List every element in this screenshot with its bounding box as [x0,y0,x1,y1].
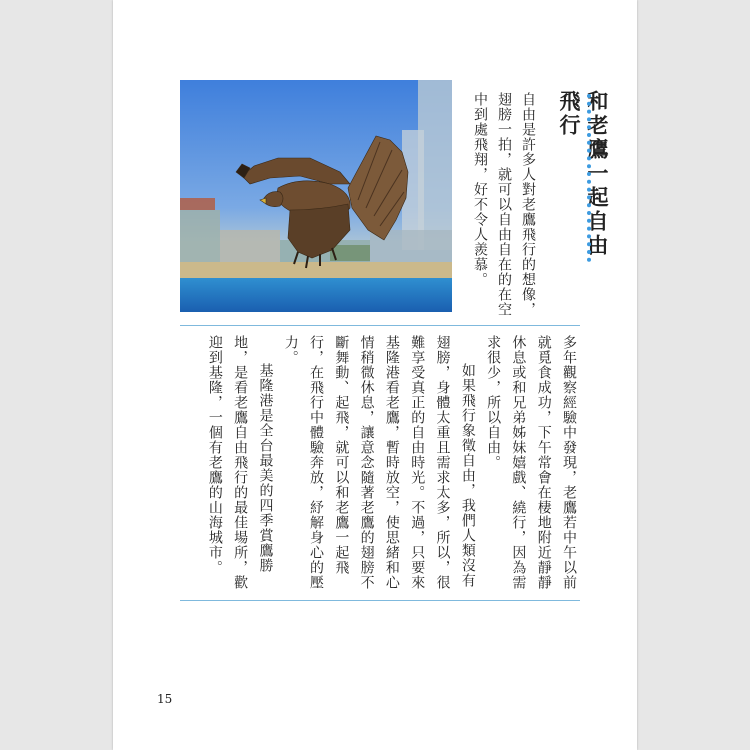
eagle-photo [180,80,452,312]
body-paragraph: 基隆港是全台最美的四季賞鷹勝地，是看老鷹自由飛行的最佳場所，歡迎到基隆，一個有老鷹的山海城市。 [206,335,274,590]
article-title: 和老鷹一起自由飛行 [557,90,610,258]
body-text [183,335,581,597]
body-paragraph: 多年觀察經驗中發現，老鷹若中午以前就覓食成功，下午常會在棲地附近靜靜休息或和兄弟姊妹嬉戲、繞行，因為需求很少，所以自由。 [485,335,577,590]
book-page [113,0,637,750]
intro-paragraph: 自由是許多人對老鷹飛行的想像，翅膀一拍，就可以自由自在的在空中到處飛翔，好不令人羨慕。 [472,92,536,317]
body-paragraph: 如果飛行象徵自由，我們人類沒有翅膀，身體太重且需求太多，所以，很難享受真正的自由時光。不過，只要來基隆港看老鷹，暫時放空，使思緒和心情稍微休息，讓意念隨著老鷹的翅膀不斷舞動、起飛，就可以和老鷹一起飛行，在飛行中體驗奔放，紓解身心的壓力。 [282,335,476,590]
bottom-divider [180,600,580,601]
top-divider [180,325,580,326]
title-dotted-accent [587,94,591,262]
page-number: 15 [157,692,173,706]
